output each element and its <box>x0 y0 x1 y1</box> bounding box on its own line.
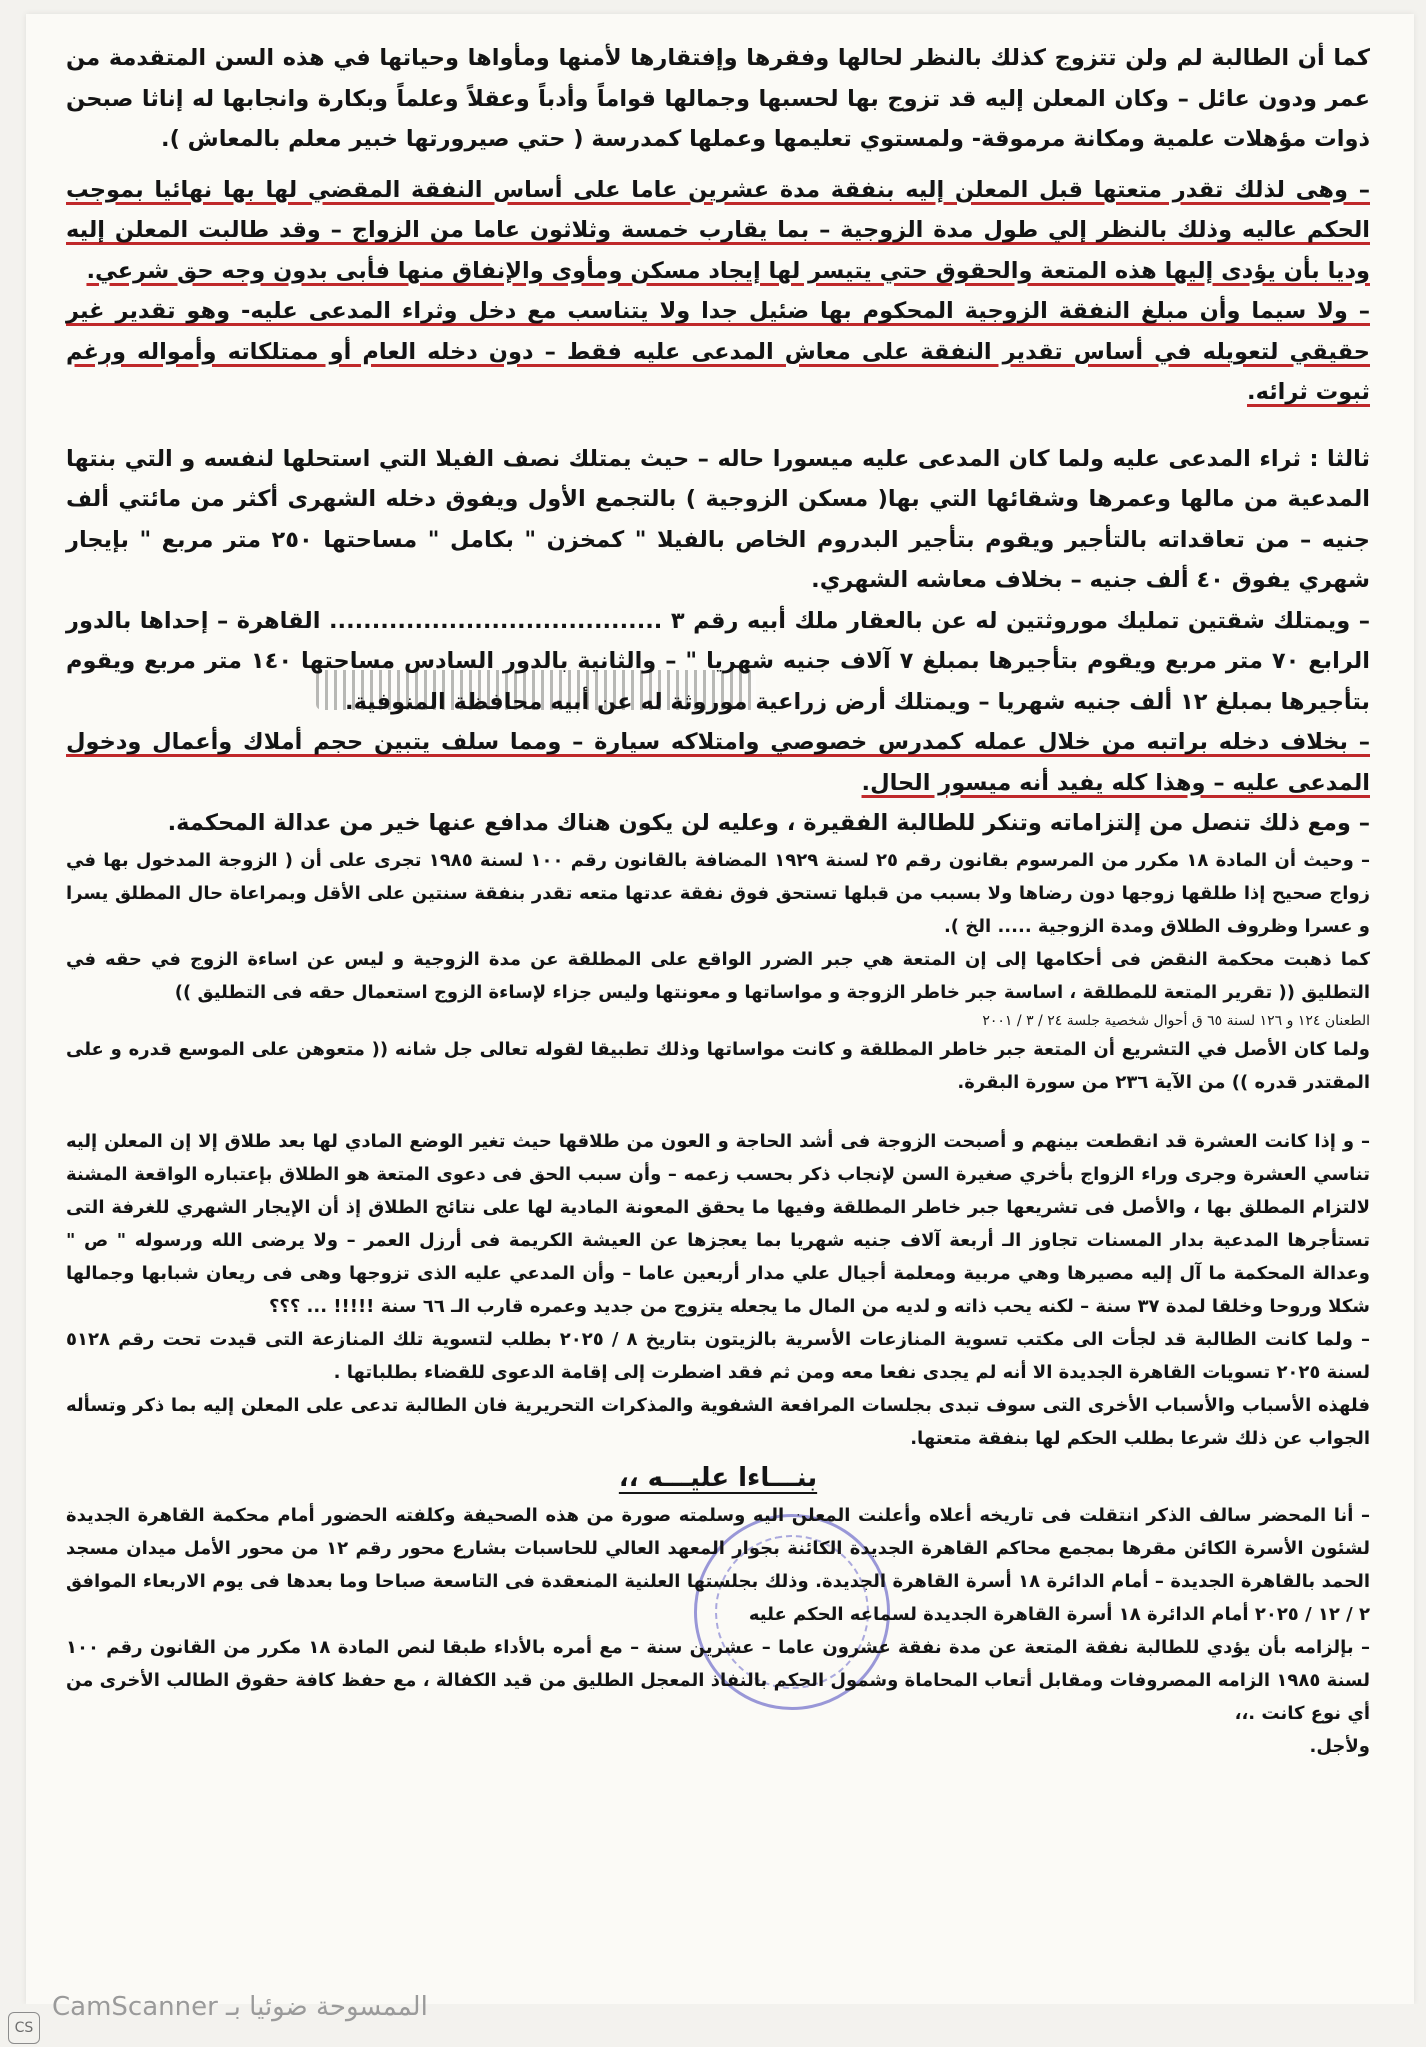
paragraph-mutah-claim: – وهى لذلك تقدر متعتها قبل المعلن إليه بنفقة مدة عشرين عاما على أساس النفقة المقضي لها بها نهائيا بموجب الحكم عاليه وذلك بالنظر إلي طول مدة الزوجية – بما يقارب خمسة وثلاثون عاما من الزواج – وقد طالبت المعلن إليه وديا بأن يؤدى إليها هذه المتعة والحقوق حتي يتيسر لها إيجاد مسكن ومأوى والإنفاق منها فأبى بدون وجه حق شرعي. <box>66 176 1370 284</box>
paragraph-settlement-office: – ولما كانت الطالبة قد لجأت الى مكتب تسوية المنازعات الأسرية بالزيتون بتاريخ ٨ / ٢٠٢٥ بطلب لتسوية تلك المنازعة التى قيدت تحت رقم ٥١٢٨ لسنة ٢٠٢٥ تسويات القاهرة الجديدة الا أنه لم يجدى نفعا معه ومن ثم فقد اضطرت إلى إقامة الدعوى للقضاء بطلباتها . <box>66 1328 1370 1383</box>
section-heading: بنـــاءا عليـــه ،، <box>618 1462 818 1493</box>
paragraph-third-wealth: ثالثا : ثراء المدعى عليه ولما كان المدعى عليه ميسورا حاله – حيث يمتلك نصف الفيلا التي استحلها لنفسه و التي بنتها المدعية من مالها وعمرها وشقائها التي بها( مسكن الزوجية ) بالتجمع الأول ويفوق دخله الشهرى أكثر من مائتي ألف جنيه – من تعاقداته بالتأجير ويقوم بتأجير البدروم الخاص بالفيلا " كمخزن " بكامل " مساحتها ٢٥٠ متر مربع " بإيجار شهري يفوق ٤٠ ألف جنيه – بخلاف معاشه الشهري. <box>66 445 1370 593</box>
paragraph-alimony-insufficient: – ولا سيما وأن مبلغ النفقة الزوجية المحكوم بها ضئيل جدا ولا يتناسب مع دخل وثراء المدعى عليه- وهو تقدير غير حقيقي لتعويله في أساس تقدير النفقة على معاش المدعى عليه فقط – دون دخله العام أو ممتلكاته وأمواله ورغم ثبوت ثرائه. <box>66 298 1370 405</box>
paragraph-obligations: – ومع ذلك تنصل من إلتزاماته وتنكر للطالبة الفقيرة ، وعليه لن يكون هناك مدافع عنها خير من عدالة المحكمة. <box>167 810 1370 836</box>
scanner-watermark-text: الممسوحة ضوئيا بـ CamScanner <box>52 1992 428 2022</box>
document-body <box>66 38 1370 1763</box>
paragraph-summons: – أنا المحضر سالف الذكر انتقلت فى تاريخه أعلاه وأعلنت المعلن اليه وسلمته صورة من هذه الصحيفة وكلفته الحضور أمام محكمة القاهرة الجديدة لشئون الأسرة الكائن مقرها بمجمع محاكم القاهرة الجديدة الكائنة بجوار المعهد العالي للحاسبات بشارع محور رقم ١٢ من محور الأمل ميدان مسجد الحمد بالقاهرة الجديدة – أمام الدائرة ١٨ أسرة القاهرة الجديدة. وذلك بجلستها العلنية المنعقدة فى التاسعة صباحا وما بعدها فى يوم الاربعاء الموافق ٢ / ١٢ / ٢٠٢٥ أمام الدائرة ١٨ أسرة القاهرة الجديدة لسماعه الحكم عليه <box>66 1504 1371 1625</box>
paragraph-request: – بإلزامه بأن يؤدي للطالبة نفقة المتعة عن مدة نفقة عشرون عاما – عشرين سنة – مع أمره بالأداء طبقا لنص المادة ١٨ مكرر من القانون رقم ١٠٠ لسنة ١٩٨٥ الزامه المصروفات ومقابل أتعاب المحاماة وشمول الحكم بالنفاذ المعجل الطليق من قيد الكفالة ، مع حفظ كافة حقوق الطالب الأخرى من أي نوع كانت .،، <box>66 1636 1371 1724</box>
paragraph-apartments: – ويمتلك شقتين تمليك موروثتين له عن بالعقار ملك أبيه رقم ٣ ....................................... القاهرة – إحداها بالدور الرابع ٧٠ متر مربع ويقوم بتأجيرها بمبلغ ٧ آلاف جنيه شهريا " – والثانية بالدور السادس مساحتها ١٤٠ متر مربع ويقوم بتأجيرها بمبلغ ١٢ ألف جنيه شهريا – ويمتلك أرض زراعية موروثة له عن أبيه محافظة المنوفية. <box>66 607 1370 715</box>
paragraph-closing-word: ولأجل. <box>1309 1735 1370 1757</box>
paragraph-intro: كما أن الطالبة لم ولن تتزوج كذلك بالنظر لحالها وفقرها وإفتقارها لأمنها ومأواها وحياتها في هذه السن المتقدمة من عمر ودون عائل – وكان المعلن إليه قد تزوج بها لحسبها وجمالها قواماً وأدباً وعقلاً وعلماً وبكارة وانجابها له إناثا صبحن ذوات مؤهلات علمية ومكانة مرموقة- ولمستوي تعليمها وعملها كمدرسة ( حتي صيرورتها خبير معلم بالمعاش ). <box>66 45 1370 152</box>
document-page <box>26 14 1414 2004</box>
paragraph-cassation: كما ذهبت محكمة النقض فى أحكامها إلى إن المتعة هي جبر الضرر الواقع على المطلقة عن مدة الزوجية و ليس عن اساءة الزوج في حقه في التطليق (( تقرير المتعة للمطلقة ، اساسة جبر خاطر الزوجة و مواساتها و معونتها وليس جزاء لإساءة الزوج استعمال حقه فى التطليق )) <box>66 948 1370 1003</box>
paragraph-law-article: – وحيث أن المادة ١٨ مكرر من المرسوم بقانون رقم ٢٥ لسنة ١٩٢٩ المضافة بالقانون رقم ١٠٠ لسنة ١٩٨٥ تجرى على أن ( الزوجة المدخول بها في زواج صحيح إذا طلقها زوجها دون رضاها ولا بسبب من قبلها تستحق فوق نفقة عدتها متعه تقدر بنفقة سنتين على الأقل وبمراعاة حال المطلق يسرا و عسرا وظروف الطلاق ومدة الزوجية ..... الخ ). <box>66 849 1371 937</box>
paragraph-reasons: فلهذه الأسباب والأسباب الأخرى التى سوف تبدى بجلسات المرافعة الشفوية والمذكرات التحريرية فان الطالبة تدعى على المعلن إليه بما ذكر وتسأله الجواب عن ذلك شرعا بطلب الحكم لها بنفقة متعتها. <box>66 1394 1370 1449</box>
citation-appeals: الطعنان ١٢٤ و ١٢٦ لسنة ٦٥ ق أحوال شخصية جلسة ٢٤ / ٣ / ٢٠٠١ <box>982 1012 1370 1029</box>
camscanner-logo-icon: CS <box>8 2012 40 2044</box>
paragraph-divorce-circumstances: – و إذا كانت العشرة قد انقطعت بينهم و أصبحت الزوجة فى أشد الحاجة و العون من طلاقها حيث تغير الوضع المادي لها بعد طلاق إلا إن المعلن إليه تناسي العشرة وجرى وراء الزواج بأخري صغيرة السن لإنجاب ذكر بحسب زعمه – وأن سبب الحق فى دعوى المتعة هو الطلاق بإعتباره الواقعة المشنة لالتزام المطلق بها ، والأصل فى تشريعها جبر خاطر المطلقة وفيها ما يحقق المعونة المادية لها على نتائج الطلاق إذ أن الإيجار الشهري للغرفة التى تستأجرها المدعية بدار المسنات تجاوز الـ أربعة آلاف جنيه شهريا بما يعجزها عن العيشة الكريمة فى أرزل العمر – ولا يرضى الله ورسوله " ص " وعدالة المحكمة ما آل إليه مصيرها وهي مربية ومعلمة أجيال علي مدار أربعين عاما – وأن المدعي عليه الذى تزوجها وهى فى ريعان شبابها وجمالها شكلا وروحا وخلقا لمدة ٣٧ سنة – لكنه يحب ذاته و لديه من المال ما يجعله يتزوج من جديد وعمره قارب الـ ٦٦ سنة !!!!! ... ؟؟؟ <box>66 1130 1370 1317</box>
paragraph-income: – بخلاف دخله براتبه من خلال عمله كمدرس خصوصي وامتلاكه سيارة – ومما سلف يتبين حجم أملاك وأعمال ودخول المدعى عليه – وهذا كله يفيد أنه ميسور الحال. <box>66 729 1370 796</box>
paragraph-quran-verse: ولما كان الأصل في التشريع أن المتعة جبر خاطر المطلقة و كانت مواساتها وذلك تطبيقا لقوله تعالى جل شانه (( متعوهن على الموسع قدره و على المقتدر قدره )) من الآية ٢٣٦ من سورة البقرة. <box>66 1038 1370 1093</box>
